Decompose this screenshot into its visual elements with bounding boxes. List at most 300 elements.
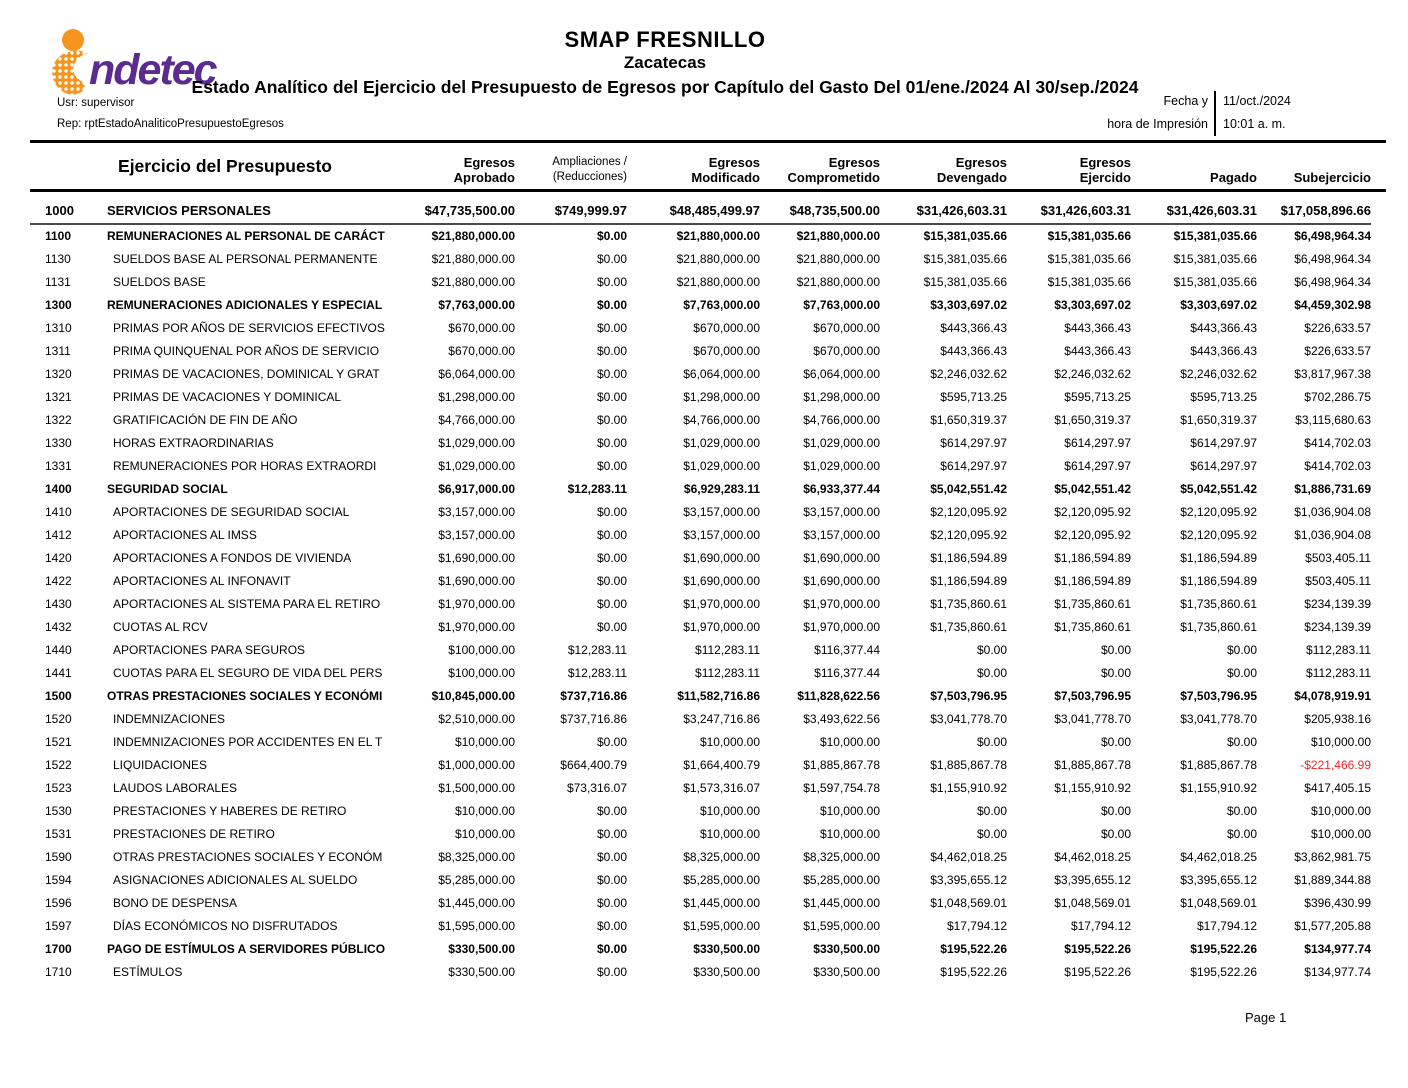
cell-value: $12,283.11 xyxy=(567,666,627,680)
table-row xyxy=(30,892,1371,915)
cell-value: $10,000.00 xyxy=(699,735,760,749)
cell-value: $1,500,000.00 xyxy=(438,781,515,795)
cell-label: HORAS EXTRAORDINARIAS xyxy=(113,436,274,450)
cell-code: 1000 xyxy=(45,203,74,218)
cell-value: $100,000.00 xyxy=(448,643,515,657)
cell-value: $3,157,000.00 xyxy=(803,505,880,519)
cell-value: $4,766,000.00 xyxy=(803,413,880,427)
cell-value: $3,817,967.38 xyxy=(1294,367,1371,381)
cell-label: REMUNERACIONES POR HORAS EXTRAORDI xyxy=(113,459,377,473)
cell-value: $1,595,000.00 xyxy=(683,919,760,933)
cell-value: $10,000.00 xyxy=(699,804,760,818)
cell-value: $1,445,000.00 xyxy=(803,896,880,910)
cell-value: $0.00 xyxy=(596,390,627,404)
cell-value: $15,381,035.66 xyxy=(923,229,1007,243)
cell-value: $1,650,319.37 xyxy=(1054,413,1131,427)
table-row xyxy=(30,915,1371,938)
table-row xyxy=(30,731,1371,754)
cell-value: $8,325,000.00 xyxy=(683,850,760,864)
cell-value: $5,285,000.00 xyxy=(683,873,760,887)
cell-value: $0.00 xyxy=(596,275,627,289)
cell-value: $0.00 xyxy=(596,459,627,473)
cell-value: $1,298,000.00 xyxy=(438,390,515,404)
cell-value: $0.00 xyxy=(976,643,1007,657)
cell-label: LAUDOS LABORALES xyxy=(113,781,238,795)
column-header: Egresos Devengado xyxy=(936,155,1007,185)
cell-value: $1,690,000.00 xyxy=(803,574,880,588)
table-row xyxy=(30,685,1371,708)
cell-value: $1,029,000.00 xyxy=(438,436,515,450)
cell-value: $4,766,000.00 xyxy=(683,413,760,427)
cell-value: $12,283.11 xyxy=(567,643,627,657)
cell-label: BONO DE DESPENSA xyxy=(113,896,238,910)
cell-value: $614,297.97 xyxy=(940,436,1007,450)
cell-value: $1,650,319.37 xyxy=(930,413,1007,427)
table-row xyxy=(30,524,1371,547)
cell-value: $5,042,551.42 xyxy=(1054,482,1131,496)
cell-value: $0.00 xyxy=(976,666,1007,680)
cell-value: $1,970,000.00 xyxy=(683,620,760,634)
print-datetime-value xyxy=(1223,90,1291,136)
cell-value: $0.00 xyxy=(1226,666,1257,680)
table-rows xyxy=(30,200,1371,984)
cell-label: GRATIFICACIÓN DE FIN DE AÑO xyxy=(113,413,298,427)
cell-value: $4,462,018.25 xyxy=(1180,850,1257,864)
table-row xyxy=(30,294,1371,317)
cell-value: $15,381,035.66 xyxy=(923,275,1007,289)
table-row xyxy=(30,340,1371,363)
cell-value: $0.00 xyxy=(596,827,627,841)
cell-value: $15,381,035.66 xyxy=(1047,252,1131,266)
column-header: Pagado xyxy=(1210,170,1257,185)
cell-code: 1321 xyxy=(45,390,72,404)
cell-value: $670,000.00 xyxy=(693,321,760,335)
cell-label: SUELDOS BASE AL PERSONAL PERMANENTE xyxy=(113,252,378,266)
cell-value: $0.00 xyxy=(596,229,627,243)
state-title: Zacatecas xyxy=(623,53,707,72)
row-header-title: Ejercicio del Presupuesto xyxy=(118,155,332,176)
cell-value: $6,064,000.00 xyxy=(803,367,880,381)
cell-value: $1,690,000.00 xyxy=(683,574,760,588)
cell-code: 1422 xyxy=(45,574,72,588)
cell-value: $10,000.00 xyxy=(819,827,880,841)
cell-value: $15,381,035.66 xyxy=(1047,275,1131,289)
cell-label: APORTACIONES AL IMSS xyxy=(113,528,257,542)
cell-code: 1322 xyxy=(45,413,72,427)
cell-value: $0.00 xyxy=(1226,643,1257,657)
cell-value: $3,157,000.00 xyxy=(803,528,880,542)
cell-value: $0.00 xyxy=(1100,827,1131,841)
cell-code: 1530 xyxy=(45,804,72,818)
cell-value: $4,766,000.00 xyxy=(438,413,515,427)
cell-value: $21,880,000.00 xyxy=(676,252,760,266)
cell-value: $417,405.15 xyxy=(1304,781,1371,795)
cell-value: $1,186,594.89 xyxy=(1180,574,1257,588)
logo-text: ndetec xyxy=(89,46,216,94)
cell-code: 1400 xyxy=(45,482,72,496)
cell-value: $670,000.00 xyxy=(448,321,515,335)
cell-code: 1320 xyxy=(45,367,72,381)
cell-value: $0.00 xyxy=(1226,827,1257,841)
cell-value: $1,186,594.89 xyxy=(1054,551,1131,565)
cell-value: $1,186,594.89 xyxy=(1180,551,1257,565)
cell-value: $749,999.97 xyxy=(554,203,627,218)
cell-value: $1,186,594.89 xyxy=(930,574,1007,588)
cell-value: $7,763,000.00 xyxy=(683,298,760,312)
cell-code: 1412 xyxy=(45,528,72,542)
cell-value: $2,120,095.92 xyxy=(1180,505,1257,519)
cell-value: $330,500.00 xyxy=(448,942,515,956)
table-row xyxy=(30,363,1371,386)
cell-value: $670,000.00 xyxy=(448,344,515,358)
table-row xyxy=(30,961,1371,984)
cell-code: 1430 xyxy=(45,597,72,611)
cell-code: 1330 xyxy=(45,436,72,450)
cell-value: $1,690,000.00 xyxy=(438,574,515,588)
cell-value: $48,735,500.00 xyxy=(789,203,880,218)
cell-label: LIQUIDACIONES xyxy=(113,758,208,772)
cell-value: $21,880,000.00 xyxy=(796,229,880,243)
cell-value: $3,303,697.02 xyxy=(1054,298,1131,312)
cell-value: $21,880,000.00 xyxy=(431,229,515,243)
cell-value: $2,246,032.62 xyxy=(1180,367,1257,381)
cell-label: INDEMNIZACIONES POR ACCIDENTES EN EL T xyxy=(113,735,383,749)
cell-value: $10,845,000.00 xyxy=(431,689,515,703)
cell-label: OTRAS PRESTACIONES SOCIALES Y ECONÓMI xyxy=(107,689,383,703)
cell-value: $443,366.43 xyxy=(1190,344,1257,358)
cell-value: $5,042,551.42 xyxy=(1180,482,1257,496)
cell-value: $614,297.97 xyxy=(1190,436,1257,450)
cell-value: $1,048,569.01 xyxy=(1054,896,1131,910)
cell-code: 1440 xyxy=(45,643,72,657)
cell-value: $1,573,316.07 xyxy=(683,781,760,795)
cell-value: $116,377.44 xyxy=(814,666,880,680)
cell-value: $330,500.00 xyxy=(813,965,880,979)
cell-value: $1,886,731.69 xyxy=(1294,482,1371,496)
column-headers xyxy=(30,145,1371,189)
cell-value: $1,029,000.00 xyxy=(683,459,760,473)
table-row xyxy=(30,938,1371,961)
cell-code: 1594 xyxy=(45,873,72,887)
cell-value: $12,283.11 xyxy=(567,482,627,496)
cell-code: 1441 xyxy=(45,666,72,680)
table-row xyxy=(30,225,1371,248)
page-number: Page 1 xyxy=(1245,1010,1287,1025)
cell-value: $1,029,000.00 xyxy=(438,459,515,473)
print-time: 10:01 a. m. xyxy=(1223,117,1286,131)
cell-value: $1,735,860.61 xyxy=(1180,620,1257,634)
cell-label: REMUNERACIONES AL PERSONAL DE CARÁCT xyxy=(107,229,385,243)
cell-label: ESTÍMULOS xyxy=(113,965,183,979)
cell-code: 1300 xyxy=(45,298,72,312)
cell-value: $1,595,000.00 xyxy=(438,919,515,933)
cell-code: 1131 xyxy=(45,275,71,289)
cell-value: $31,426,603.31 xyxy=(1040,203,1131,218)
cell-value: $1,650,319.37 xyxy=(1180,413,1257,427)
cell-value: $3,041,778.70 xyxy=(1180,712,1257,726)
cell-value: $7,503,796.95 xyxy=(1180,689,1257,703)
cell-value: $1,690,000.00 xyxy=(803,551,880,565)
table-row xyxy=(30,432,1371,455)
cell-value: $0.00 xyxy=(596,528,627,542)
cell-value: $1,595,000.00 xyxy=(803,919,880,933)
cell-value: $503,405.11 xyxy=(1305,551,1371,565)
cell-value: $4,462,018.25 xyxy=(1054,850,1131,864)
cell-value: $7,763,000.00 xyxy=(438,298,515,312)
cell-code: 1522 xyxy=(45,758,72,772)
cell-value: $443,366.43 xyxy=(1064,321,1131,335)
cell-value: $0.00 xyxy=(596,505,627,519)
cell-value: $614,297.97 xyxy=(1064,436,1131,450)
cell-code: 1331 xyxy=(45,459,72,473)
cell-value: $7,763,000.00 xyxy=(803,298,880,312)
cell-code: 1100 xyxy=(45,229,72,243)
cell-value: $1,445,000.00 xyxy=(683,896,760,910)
cell-value: $6,929,283.11 xyxy=(683,482,760,496)
cell-value: $0.00 xyxy=(596,965,627,979)
column-header: Egresos Modificado xyxy=(691,155,760,185)
cell-value: $112,283.11 xyxy=(1306,643,1371,657)
cell-label: DÍAS ECONÓMICOS NO DISFRUTADOS xyxy=(113,919,338,933)
cell-code: 1531 xyxy=(45,827,72,841)
cell-value: $1,155,910.92 xyxy=(1054,781,1131,795)
cell-value: $10,000.00 xyxy=(454,827,515,841)
cell-value: $112,283.11 xyxy=(695,643,760,657)
cell-value: $3,303,697.02 xyxy=(930,298,1007,312)
cell-label: SUELDOS BASE xyxy=(113,275,206,289)
table-row xyxy=(30,777,1371,800)
cell-value: $670,000.00 xyxy=(693,344,760,358)
cell-value: $414,702.03 xyxy=(1304,459,1371,473)
cell-code: 1311 xyxy=(45,344,71,358)
cell-value: $1,000,000.00 xyxy=(438,758,515,772)
table-row xyxy=(30,616,1371,639)
report-title: Estado Analítico del Ejercicio del Presupuesto de Egresos por Capítulo del Gasto Del 01/ene./2024 Al 30/sep./2024 xyxy=(191,77,1139,97)
cell-value: $17,794.12 xyxy=(1070,919,1131,933)
cell-value: $8,325,000.00 xyxy=(438,850,515,864)
cell-value: $0.00 xyxy=(596,344,627,358)
cell-label: PRESTACIONES DE RETIRO xyxy=(113,827,275,841)
cell-value: $6,498,964.34 xyxy=(1294,229,1371,243)
cell-value: $1,029,000.00 xyxy=(803,436,880,450)
table-row xyxy=(30,846,1371,869)
cell-value: $0.00 xyxy=(1226,804,1257,818)
table-row xyxy=(30,800,1371,823)
cell-value: $0.00 xyxy=(596,896,627,910)
cell-value: $134,977.74 xyxy=(1304,942,1371,956)
table-row xyxy=(30,317,1371,340)
cell-value: $73,316.07 xyxy=(566,781,627,795)
cell-value: $112,283.11 xyxy=(1306,666,1371,680)
cell-value: $0.00 xyxy=(596,321,627,335)
column-header: Egresos Comprometido xyxy=(787,155,880,185)
cell-value: $6,933,377.44 xyxy=(803,482,880,496)
cell-value: $0.00 xyxy=(1100,735,1131,749)
cell-label: PRIMA QUINQUENAL POR AÑOS DE SERVICIO xyxy=(113,344,380,358)
cell-value: $1,597,754.78 xyxy=(803,781,880,795)
table-row xyxy=(30,501,1371,524)
cell-value: $595,713.25 xyxy=(1064,390,1131,404)
cell-value: $0.00 xyxy=(596,919,627,933)
cell-value: $0.00 xyxy=(596,436,627,450)
cell-value: $134,977.74 xyxy=(1304,965,1371,979)
cell-value: $737,716.86 xyxy=(560,689,627,703)
cell-value: $3,157,000.00 xyxy=(683,505,760,519)
cell-value: $5,285,000.00 xyxy=(438,873,515,887)
table-row xyxy=(30,708,1371,731)
table-row xyxy=(30,248,1371,271)
cell-value: $1,970,000.00 xyxy=(438,597,515,611)
cell-value: $10,000.00 xyxy=(819,804,880,818)
cell-value: $443,366.43 xyxy=(1190,321,1257,335)
cell-value: $10,000.00 xyxy=(1310,804,1371,818)
print-label-line1: Fecha y xyxy=(1163,94,1208,108)
cell-value: $3,395,655.12 xyxy=(1180,873,1257,887)
cell-value: $0.00 xyxy=(596,804,627,818)
cell-value: $1,735,860.61 xyxy=(1180,597,1257,611)
report-label: Rep: rptEstadoAnaliticoPresupuestoEgresos xyxy=(57,118,284,130)
cell-value: $0.00 xyxy=(596,413,627,427)
cell-value: $3,395,655.12 xyxy=(930,873,1007,887)
table-row xyxy=(30,455,1371,478)
cell-value: $17,794.12 xyxy=(1196,919,1257,933)
cell-value: $3,493,622.56 xyxy=(803,712,880,726)
cell-value: $0.00 xyxy=(976,735,1007,749)
cell-code: 1700 xyxy=(45,942,72,956)
cell-value: $0.00 xyxy=(596,367,627,381)
cell-value: $0.00 xyxy=(596,735,627,749)
cell-value: $2,246,032.62 xyxy=(1054,367,1131,381)
cell-label: APORTACIONES AL INFONAVIT xyxy=(113,574,291,588)
cell-value: $2,120,095.92 xyxy=(930,528,1007,542)
cell-value: $21,880,000.00 xyxy=(431,252,515,266)
cell-value: $10,000.00 xyxy=(454,804,515,818)
cell-value: $6,064,000.00 xyxy=(438,367,515,381)
cell-label: OTRAS PRESTACIONES SOCIALES Y ECONÓM xyxy=(113,850,383,864)
cell-code: 1596 xyxy=(45,896,72,910)
cell-value: $1,155,910.92 xyxy=(930,781,1007,795)
cell-value: $1,690,000.00 xyxy=(683,551,760,565)
cell-code: 1420 xyxy=(45,551,72,565)
table-row xyxy=(30,386,1371,409)
cell-value: $17,058,896.66 xyxy=(1280,203,1371,218)
table-row xyxy=(30,570,1371,593)
cell-value: $1,970,000.00 xyxy=(803,597,880,611)
cell-label: PRESTACIONES Y HABERES DE RETIRO xyxy=(113,804,347,818)
cell-value: $1,885,867.78 xyxy=(1054,758,1131,772)
cell-label: APORTACIONES A FONDOS DE VIVIENDA xyxy=(113,551,352,565)
cell-value: $21,880,000.00 xyxy=(796,252,880,266)
cell-value: $15,381,035.66 xyxy=(1047,229,1131,243)
cell-value: $21,880,000.00 xyxy=(431,275,515,289)
cell-value: $414,702.03 xyxy=(1304,436,1371,450)
cell-value: $0.00 xyxy=(596,942,627,956)
cell-value: $6,498,964.34 xyxy=(1294,252,1371,266)
cell-value: $195,522.26 xyxy=(1190,942,1257,956)
cell-value: $1,735,860.61 xyxy=(930,597,1007,611)
cell-code: 1130 xyxy=(45,252,71,266)
cell-value: $47,735,500.00 xyxy=(424,203,515,218)
cell-value: $702,286.75 xyxy=(1304,390,1371,404)
cell-value: $15,381,035.66 xyxy=(1173,275,1257,289)
cell-value: $4,459,302.98 xyxy=(1294,298,1371,312)
cell-value: $3,247,716.86 xyxy=(683,712,760,726)
cell-value: $614,297.97 xyxy=(1064,459,1131,473)
cell-value: $330,500.00 xyxy=(693,942,760,956)
cell-value: $21,880,000.00 xyxy=(796,275,880,289)
cell-value: $1,298,000.00 xyxy=(683,390,760,404)
cell-value: $226,633.57 xyxy=(1304,321,1371,335)
cell-value: $1,036,904.08 xyxy=(1294,505,1371,519)
table-row xyxy=(30,200,1371,225)
cell-value: $3,041,778.70 xyxy=(1054,712,1131,726)
table-row xyxy=(30,271,1371,294)
cell-value: $6,498,964.34 xyxy=(1294,275,1371,289)
cell-code: 1521 xyxy=(45,735,72,749)
cell-value: $7,503,796.95 xyxy=(1054,689,1131,703)
cell-value: $11,828,622.56 xyxy=(797,689,880,703)
cell-value: $2,120,095.92 xyxy=(930,505,1007,519)
cell-label: PAGO DE ESTÍMULOS A SERVIDORES PÚBLICO xyxy=(107,942,386,956)
cell-value: $226,633.57 xyxy=(1304,344,1371,358)
cell-value: $0.00 xyxy=(976,804,1007,818)
table-row xyxy=(30,409,1371,432)
cell-value: $2,120,095.92 xyxy=(1054,528,1131,542)
cell-value: $10,000.00 xyxy=(1310,827,1371,841)
print-date: 11/oct./2024 xyxy=(1223,94,1291,108)
cell-value: $1,664,400.79 xyxy=(683,758,760,772)
column-header: Ampliaciones / (Reducciones) xyxy=(552,156,627,183)
cell-value: $3,041,778.70 xyxy=(930,712,1007,726)
table-row xyxy=(30,662,1371,685)
cell-value: $1,036,904.08 xyxy=(1294,528,1371,542)
cell-value: $195,522.26 xyxy=(1190,965,1257,979)
cell-value: $0.00 xyxy=(976,827,1007,841)
table-row xyxy=(30,639,1371,662)
cell-code: 1597 xyxy=(45,919,72,933)
cell-value: $3,157,000.00 xyxy=(683,528,760,542)
cell-value: $1,577,205.88 xyxy=(1294,919,1371,933)
table-row xyxy=(30,593,1371,616)
cell-value: $5,042,551.42 xyxy=(930,482,1007,496)
cell-value: $330,500.00 xyxy=(448,965,515,979)
cell-value: $21,880,000.00 xyxy=(676,275,760,289)
cell-value: $0.00 xyxy=(596,551,627,565)
cell-label: APORTACIONES PARA SEGUROS xyxy=(113,643,306,657)
cell-value: $0.00 xyxy=(596,620,627,634)
cell-value: $1,735,860.61 xyxy=(1054,620,1131,634)
cell-value: $443,366.43 xyxy=(940,321,1007,335)
cell-value: $1,970,000.00 xyxy=(438,620,515,634)
cell-code: 1310 xyxy=(45,321,72,335)
print-datetime-label xyxy=(1040,90,1208,136)
cell-label: PRIMAS POR AÑOS DE SERVICIOS EFECTIVOS xyxy=(113,321,385,335)
cell-label: INDEMNIZACIONES xyxy=(113,712,226,726)
cell-value: $100,000.00 xyxy=(448,666,515,680)
cell-value: $1,048,569.01 xyxy=(930,896,1007,910)
cell-value: $15,381,035.66 xyxy=(1173,252,1257,266)
cell-value: $1,155,910.92 xyxy=(1180,781,1257,795)
cell-value: $11,582,716.86 xyxy=(677,689,760,703)
cell-value: $503,405.11 xyxy=(1305,574,1371,588)
cell-value: $7,503,796.95 xyxy=(930,689,1007,703)
table-row xyxy=(30,547,1371,570)
cell-code: 1590 xyxy=(45,850,72,864)
cell-value: $0.00 xyxy=(1100,666,1131,680)
cell-label: ASIGNACIONES ADICIONALES AL SUELDO xyxy=(113,873,358,887)
cell-value: $1,690,000.00 xyxy=(438,551,515,565)
cell-value: $2,246,032.62 xyxy=(930,367,1007,381)
